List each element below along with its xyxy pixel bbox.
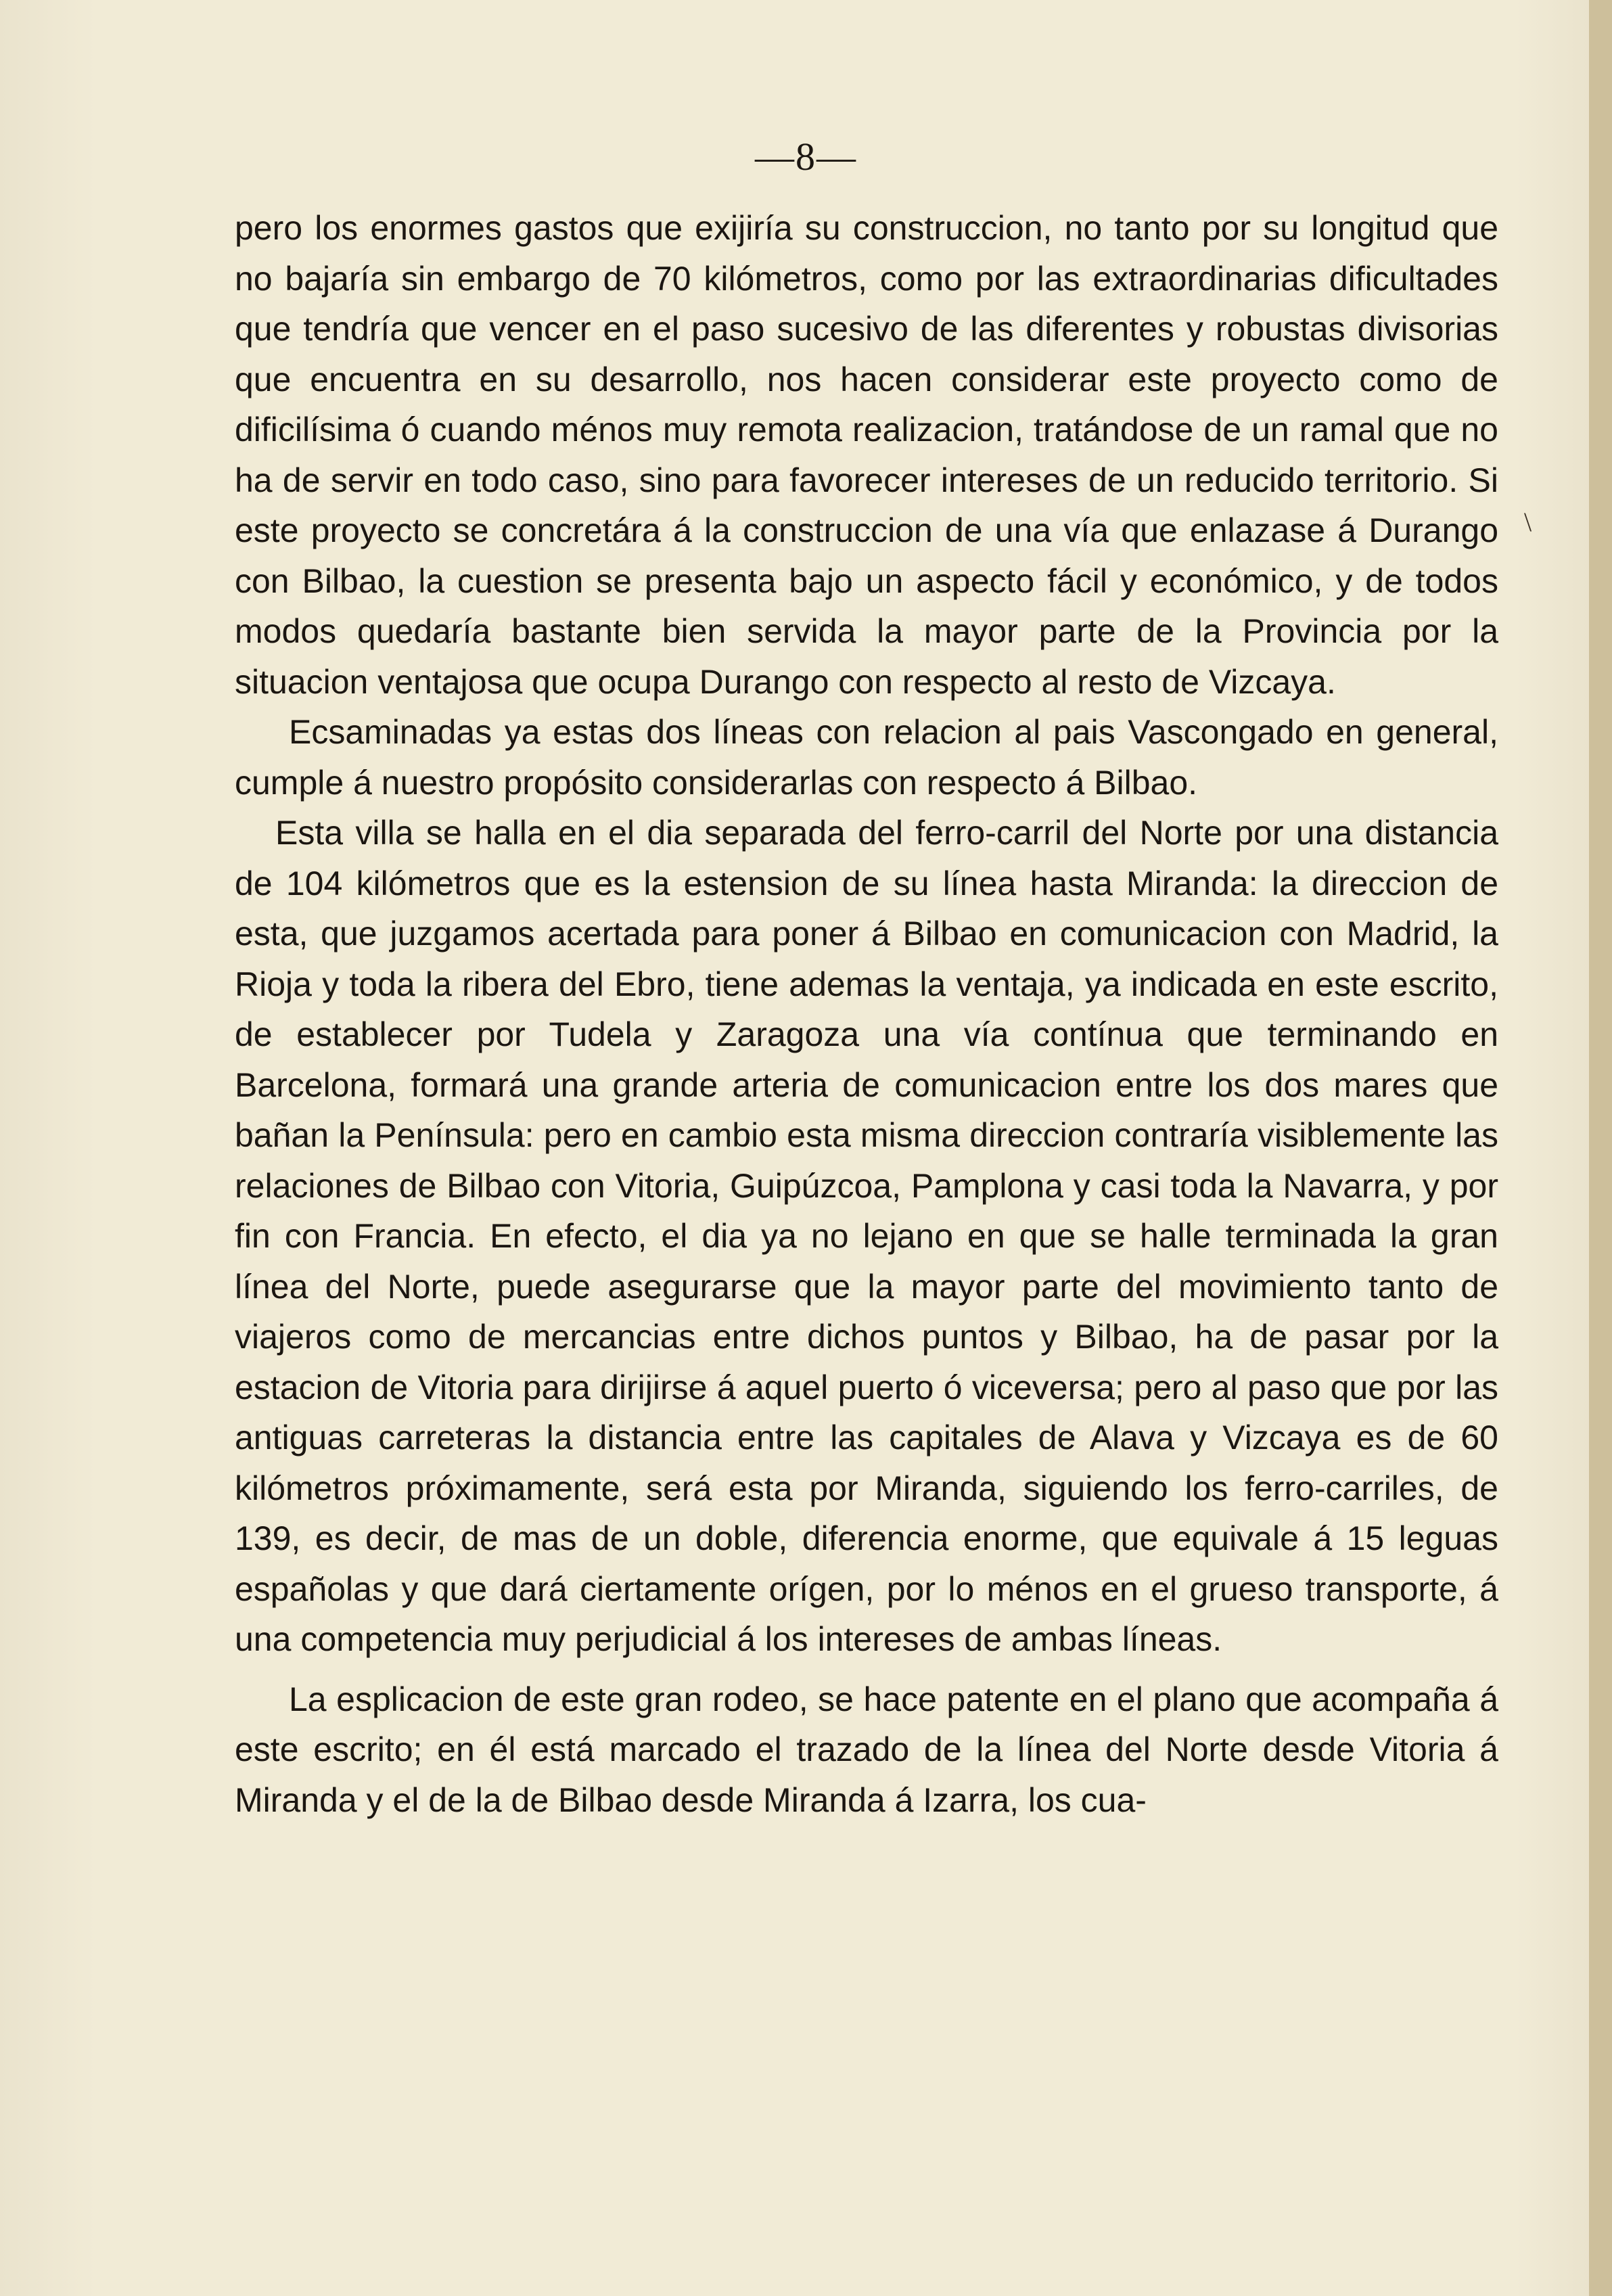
- margin-mark: \: [1524, 507, 1532, 537]
- body-text: [235, 203, 1498, 1825]
- paragraph-ecsaminadas: Ecsaminadas ya estas dos líneas con relacion al pais Vascongado en general, cumple á nuestro propósito considerarlas con respecto á Bilbao.: [235, 713, 1498, 802]
- paragraph-esta-villa: Esta villa se halla en el dia separada del ferro-carril del Norte por una distancia de 104 kilómetros que es la estension de su línea hasta Miranda: la direccion de esta, que juzgamos acertada para poner á Bilbao en comunicacion con Madrid, la Rioja y toda la ribera del Ebro, tiene ademas la ventaja, ya indicada en este escrito, de establecer por Tudela y Zaragoza una vía contínua que terminando en Barcelona, formará una grande arteria de comunicacion entre los dos mares que bañan la Península: pero en cambio esta misma direccion contraría visiblemente las relaciones de Bilbao con Vitoria, Guipúzcoa, Pamplona y casi toda la Navarra, y por fin con Francia. En efecto, el dia ya no lejano en que se halle terminada la gran línea del Norte, puede asegurarse que la mayor parte del movimiento tanto de viajeros como de mercancias entre dichos puntos y Bilbao, ha de pasar por la estacion de Vitoria para dirijirse á aquel puerto ó viceversa; pero al paso que por las antiguas carreteras la distancia entre las capitales de Alava y Vizcaya es de 60 kilómetros próximamente, será esta por Miranda, siguiendo los ferro-carriles, de 139, es decir, de mas de un doble, diferencia enorme, que equivale á 15 leguas españolas y que dará ciertamente orígen, por lo ménos en el grueso transporte, á una competencia muy perjudicial á los intereses de ambas líneas.: [235, 814, 1498, 1658]
- page-edge-shadow: [1589, 0, 1612, 2296]
- paragraph-esplicacion: La esplicacion de este gran rodeo, se hace patente en el plano que acompaña á este escrito; en él está marcado el trazado de la línea del Norte desde Vitoria á Miranda y el de la de Bilbao desde Miranda á Izarra, los cua-: [235, 1680, 1498, 1819]
- paragraph-continuation: pero los enormes gastos que exijiría su construccion, no tanto por su longitud que no bajaría sin embargo de 70 kilómetros, como por las extraordinarias dificultades que tendría que vencer en el paso sucesivo de las diferentes y robustas divisorias que encuentra en su desarrollo, nos hacen considerar este proyecto como de dificilísima ó cuando ménos muy remota realizacion, tratándose de un ramal que no ha de servir en todo caso, sino para favorecer intereses de un reducido territorio. Si este proyecto se concretára á la construccion de una vía que enlazase á Durango con Bilbao, la cuestion se presenta bajo un aspecto fácil y económico, y de todos modos quedaría bastante bien servida la mayor parte de la Provincia por la situacion ventajosa que ocupa Durango con respecto al resto de Vizcaya.: [235, 209, 1498, 701]
- page-number: —8—: [755, 135, 857, 179]
